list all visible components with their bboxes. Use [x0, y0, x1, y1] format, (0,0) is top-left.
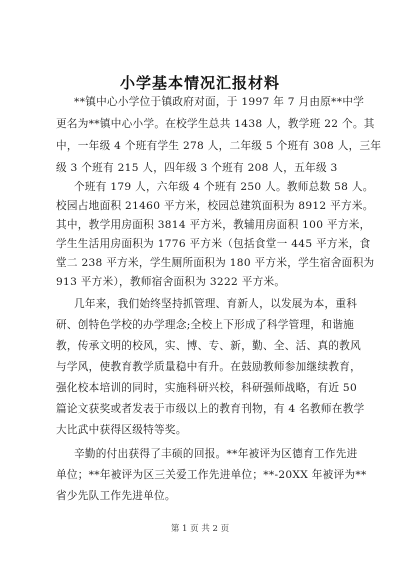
body-line: **镇中心小学位于镇政府对面，于 1997 年 7 月由原**中学	[74, 96, 365, 108]
body-line: 中，一年级 4 个班有学生 278 人，二年级 5 个班有 308 人，三年	[56, 140, 382, 152]
document-title: 小学基本情况汇报材料	[119, 74, 280, 92]
body-line: 辛勤的付出获得了丰硕的回报。**年被评为区德育工作先进	[74, 448, 358, 460]
body-line: 与学风，使教育教学质量稳中有升。在鼓励教师参加继续教育，	[56, 361, 362, 373]
body-line: 级 3 个班有 215 人，四年级 3 个班有 208 人，五年级 3	[56, 162, 338, 174]
body-line: 省少先队工作先进单位。	[56, 490, 176, 502]
body-line: 篇论文获奖或者发表于市级以上的教育刊物，有 4 名教师在教学	[56, 403, 365, 415]
body-line: 大比武中获得区级特等奖。	[56, 424, 187, 436]
body-line: 更名为**镇中心小学。在校学生总共 1438 人，教学班 22 个。其	[56, 118, 375, 130]
body-line: 几年来，我们始终坚持抓管理、育新人，以发展为本，重科	[74, 298, 358, 310]
body-line: 其中，教学用房面积 3814 平方米，教辅用房面积 100 平方米，	[56, 219, 371, 231]
body-line: 研、创特色学校的办学理念;全校上下形成了科学管理，和谐施	[56, 319, 354, 331]
body-line: 堂二 238 平方米，学生厕所面积为 180 平方米，学生宿舍面积为	[56, 257, 375, 269]
body-line: 强化校本培训的同时，实施科研兴校，科研强师战略，有近 50	[56, 382, 357, 394]
body-line: 单位；**年被评为区三关爱工作先进单位；**-20XX 年被评为**	[56, 469, 367, 481]
body-line: 913 平方米），教师宿舍面积为 3222 平方米。	[56, 276, 286, 288]
page-number-footer: 第 1 页 共 2 页	[170, 524, 230, 534]
body-line: 校园占地面积 21460 平方米，校园总建筑面积为 8912 平方米。	[56, 200, 374, 212]
body-line: 教，传承文明的校风，实、博、专、新，勤、全、活、真的教风	[56, 340, 362, 352]
body-line: 个班有 179 人，六年级 4 个班有 250 人。教师总数 58 人。	[74, 181, 374, 193]
body-line: 学生生活用房面积为 1776 平方米（包括食堂一 445 平方米，食	[56, 238, 371, 250]
